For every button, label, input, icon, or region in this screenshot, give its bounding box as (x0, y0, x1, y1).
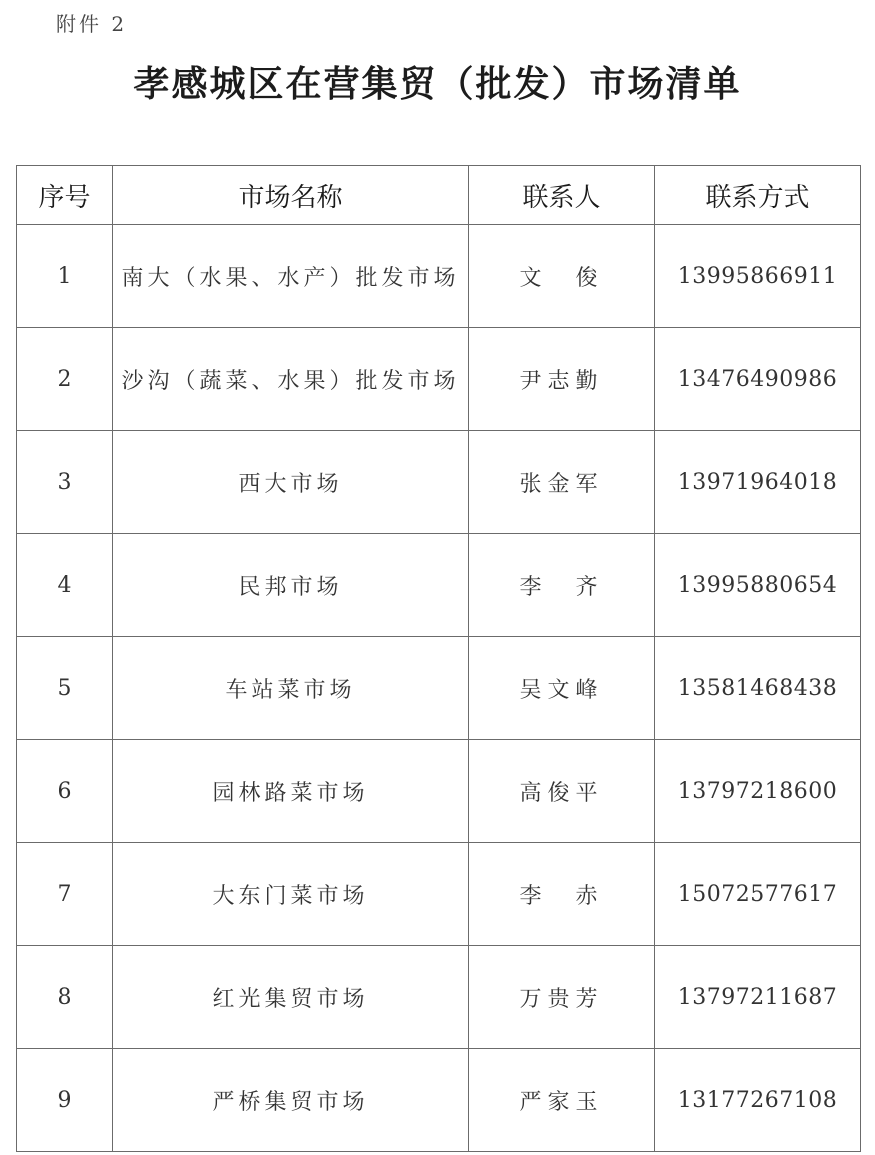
row-index: 7 (17, 843, 113, 946)
table-row (17, 1049, 861, 1152)
row-index: 3 (17, 431, 113, 534)
phone-number: 13476490986 (655, 328, 861, 431)
phone-number: 13797218600 (655, 740, 861, 843)
contact-person: 文 俊 (469, 225, 655, 328)
table-row (17, 225, 861, 328)
contact-person: 李 赤 (469, 843, 655, 946)
market-name: 西大市场 (113, 431, 469, 534)
market-name: 南大（水果、水产）批发市场 (113, 225, 469, 328)
row-index: 6 (17, 740, 113, 843)
phone-number: 13971964018 (655, 431, 861, 534)
phone-number: 13995866911 (655, 225, 861, 328)
market-name: 严桥集贸市场 (113, 1049, 469, 1152)
row-index: 1 (17, 225, 113, 328)
header-market-name: 市场名称 (113, 166, 469, 225)
header-index: 序号 (17, 166, 113, 225)
phone-number: 13581468438 (655, 637, 861, 740)
market-name: 沙沟（蔬菜、水果）批发市场 (113, 328, 469, 431)
row-index: 8 (17, 946, 113, 1049)
row-index: 5 (17, 637, 113, 740)
phone-number: 13797211687 (655, 946, 861, 1049)
phone-number: 15072577617 (655, 843, 861, 946)
contact-person: 高俊平 (469, 740, 655, 843)
market-name: 车站菜市场 (113, 637, 469, 740)
market-name: 大东门菜市场 (113, 843, 469, 946)
phone-number: 13995880654 (655, 534, 861, 637)
market-name: 红光集贸市场 (113, 946, 469, 1049)
contact-person: 张金军 (469, 431, 655, 534)
row-index: 4 (17, 534, 113, 637)
row-index: 2 (17, 328, 113, 431)
market-name: 园林路菜市场 (113, 740, 469, 843)
contact-person: 严家玉 (469, 1049, 655, 1152)
phone-number: 13177267108 (655, 1049, 861, 1152)
table-row (17, 843, 861, 946)
contact-person: 万贵芳 (469, 946, 655, 1049)
table-header-row (17, 166, 861, 225)
header-contact-info: 联系方式 (655, 166, 861, 225)
contact-person: 李 齐 (469, 534, 655, 637)
table-row (17, 637, 861, 740)
market-list-table (16, 165, 861, 1152)
attachment-label: 附件 2 (56, 12, 128, 36)
row-index: 9 (17, 1049, 113, 1152)
table-row (17, 328, 861, 431)
page-title: 孝感城区在营集贸（批发）市场清单 (133, 64, 742, 105)
table-row (17, 431, 861, 534)
contact-person: 尹志勤 (469, 328, 655, 431)
table-row (17, 740, 861, 843)
header-contact-person: 联系人 (469, 166, 655, 225)
market-name: 民邦市场 (113, 534, 469, 637)
contact-person: 吴文峰 (469, 637, 655, 740)
table-row (17, 946, 861, 1049)
table-row (17, 534, 861, 637)
